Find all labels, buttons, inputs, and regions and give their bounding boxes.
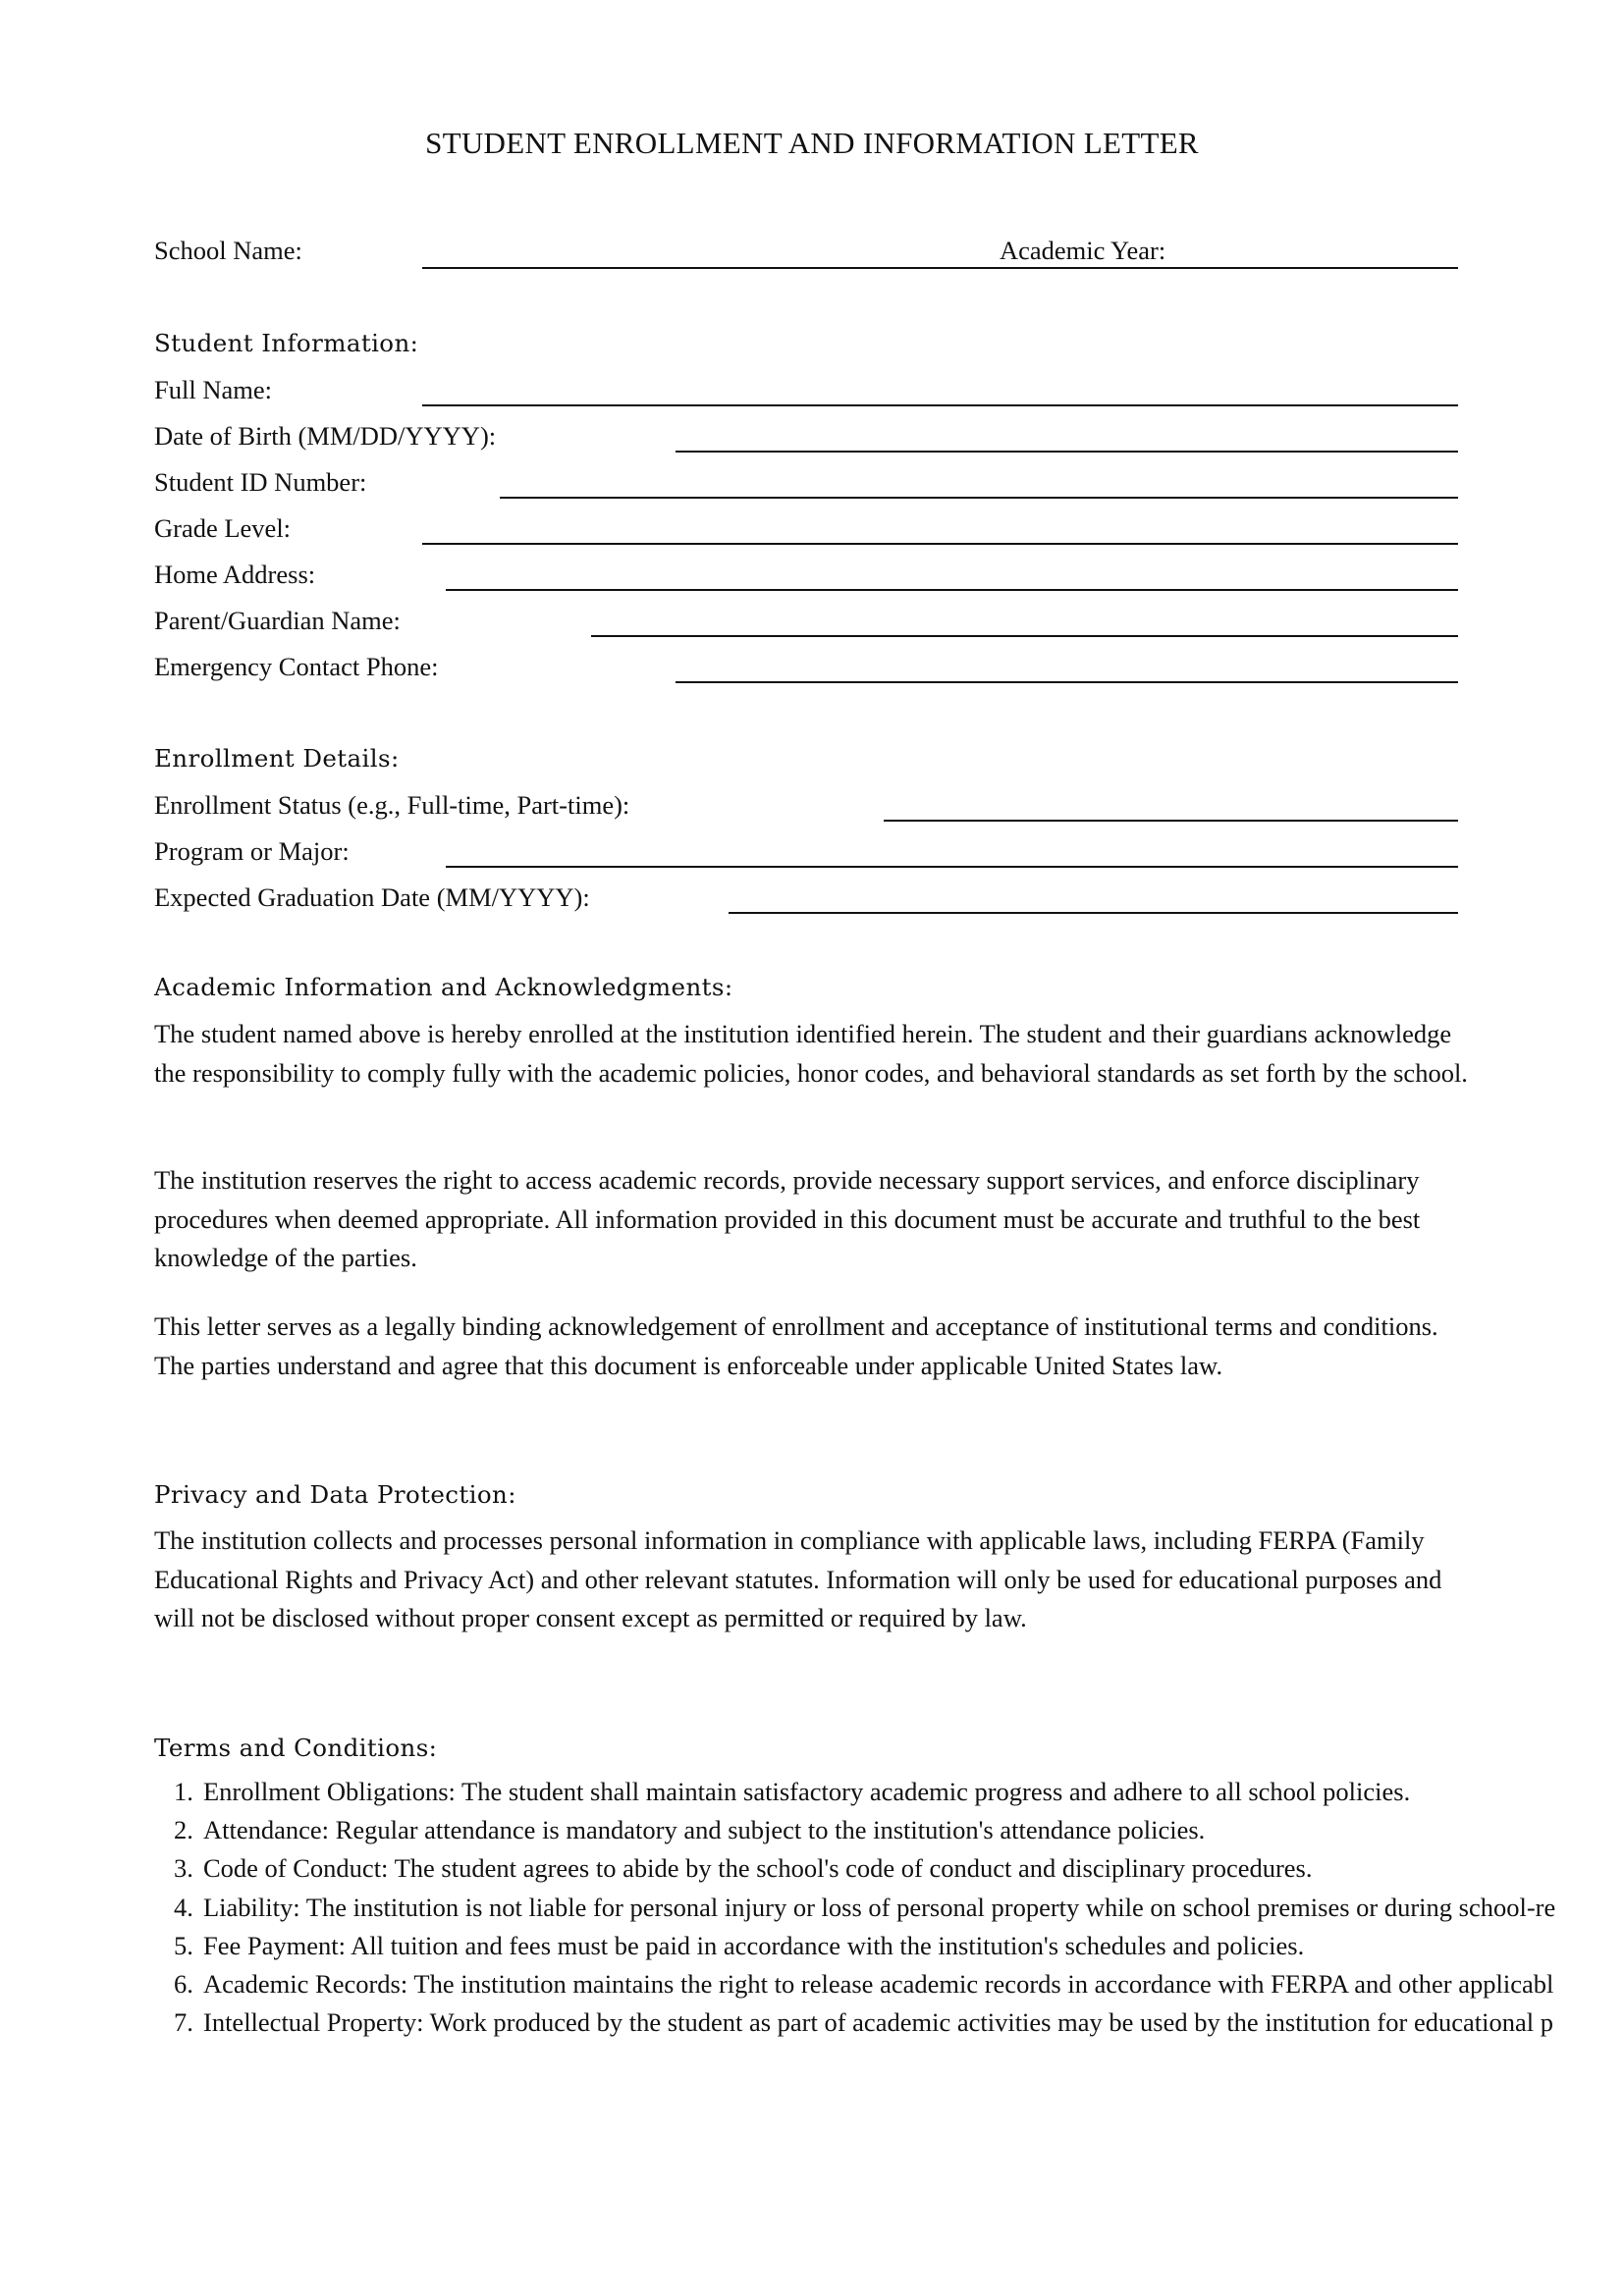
- terms-item-text: Attendance: Regular attendance is mandatory and subject to the institution's attendance policies.: [203, 1815, 1206, 1845]
- terms-item-number: 4.: [174, 1892, 193, 1922]
- terms-item: [154, 1811, 1624, 1849]
- parent-guardian-field[interactable]: [591, 635, 1458, 637]
- graduation-date-label: Expected Graduation Date (MM/YYYY):: [154, 882, 590, 912]
- school-name-label: School Name:: [154, 236, 302, 265]
- enrollment-details-heading: Enrollment Details:: [154, 744, 400, 773]
- terms-item-text: Fee Payment: All tuition and fees must be paid in accordance with the institution's schedules and policies.: [203, 1930, 1305, 1960]
- terms-heading: Terms and Conditions:: [154, 1734, 438, 1762]
- grade-level-label: Grade Level:: [154, 513, 292, 543]
- privacy-paragraph: The institution collects and processes personal information in compliance with applicable laws, including FERPA (Family Educational Rights and Privacy Act) and other relevant statutes. Information will only be used for educational purposes and will not be disclosed without proper consent except as permitted or required by law.: [154, 1525, 1442, 1632]
- terms-item-text: Liability: The institution is not liable for personal injury or loss of personal property while on school premises or during school-re: [203, 1892, 1556, 1922]
- terms-item-number: 7.: [174, 2007, 193, 2038]
- date-of-birth-label: Date of Birth (MM/DD/YYYY):: [154, 421, 497, 451]
- date-of-birth-field[interactable]: [676, 451, 1458, 453]
- enrollment-status-field[interactable]: [884, 820, 1458, 822]
- home-address-field[interactable]: [446, 589, 1458, 591]
- academic-info-paragraph-3: This letter serves as a legally binding acknowledgement of enrollment and acceptance of institutional terms and conditions. The parties understand and agree that this document is enforceable under applicable United States law.: [154, 1311, 1438, 1380]
- emergency-contact-label: Emergency Contact Phone:: [154, 652, 439, 681]
- home-address-label: Home Address:: [154, 560, 316, 589]
- terms-item: [154, 1889, 1624, 1927]
- terms-item-text: Academic Records: The institution maintains the right to release academic records in accordance with FERPA and other applicabl: [203, 1969, 1554, 2000]
- terms-item-number: 1.: [174, 1777, 193, 1806]
- terms-item-number: 6.: [174, 1969, 193, 2000]
- terms-list: [154, 1773, 1624, 2042]
- student-id-label: Student ID Number:: [154, 467, 367, 497]
- terms-item: [154, 1927, 1624, 1965]
- terms-item: [154, 1773, 1624, 1811]
- graduation-date-field[interactable]: [729, 912, 1458, 914]
- document-title: STUDENT ENROLLMENT AND INFORMATION LETTER: [425, 126, 1199, 160]
- enrollment-status-label: Enrollment Status (e.g., Full-time, Part-time):: [154, 790, 630, 820]
- terms-item-number: 3.: [174, 1853, 193, 1884]
- program-major-label: Program or Major:: [154, 836, 350, 866]
- terms-item: [154, 2003, 1624, 2042]
- terms-item: [154, 1849, 1624, 1888]
- emergency-contact-field[interactable]: [676, 681, 1458, 683]
- full-name-label: Full Name:: [154, 375, 272, 404]
- grade-level-field[interactable]: [422, 543, 1458, 545]
- student-information-heading: Student Information:: [154, 329, 419, 357]
- academic-info-heading: Academic Information and Acknowledgments:: [154, 973, 733, 1001]
- terms-item: [154, 1965, 1624, 2003]
- school-name-field[interactable]: [422, 267, 1458, 269]
- academic-info-paragraph-1: The student named above is hereby enrolled at the institution identified herein. The student and their guardians acknowledge the responsibility to comply fully with the academic policies, honor codes, and behavioral standards as set forth by the school.: [154, 1019, 1468, 1088]
- terms-item-number: 2.: [174, 1815, 193, 1845]
- full-name-field[interactable]: [422, 404, 1458, 406]
- academic-info-paragraph-2: The institution reserves the right to access academic records, provide necessary support services, and enforce disciplinary procedures when deemed appropriate. All information provided in this document must be accurate and truthful to the best knowledge of the parties.: [154, 1165, 1421, 1272]
- terms-item-number: 5.: [174, 1930, 193, 1960]
- terms-item-text: Intellectual Property: Work produced by the student as part of academic activities may be used by the institution for educational p: [203, 2007, 1553, 2038]
- program-major-field[interactable]: [446, 866, 1458, 868]
- student-id-field[interactable]: [500, 497, 1458, 499]
- academic-year-label: Academic Year:: [1000, 236, 1166, 265]
- privacy-heading: Privacy and Data Protection:: [154, 1480, 516, 1509]
- terms-item-text: Enrollment Obligations: The student shall maintain satisfactory academic progress and adhere to all school policies.: [203, 1777, 1411, 1806]
- parent-guardian-label: Parent/Guardian Name:: [154, 606, 401, 635]
- terms-item-text: Code of Conduct: The student agrees to abide by the school's code of conduct and disciplinary procedures.: [203, 1853, 1313, 1884]
